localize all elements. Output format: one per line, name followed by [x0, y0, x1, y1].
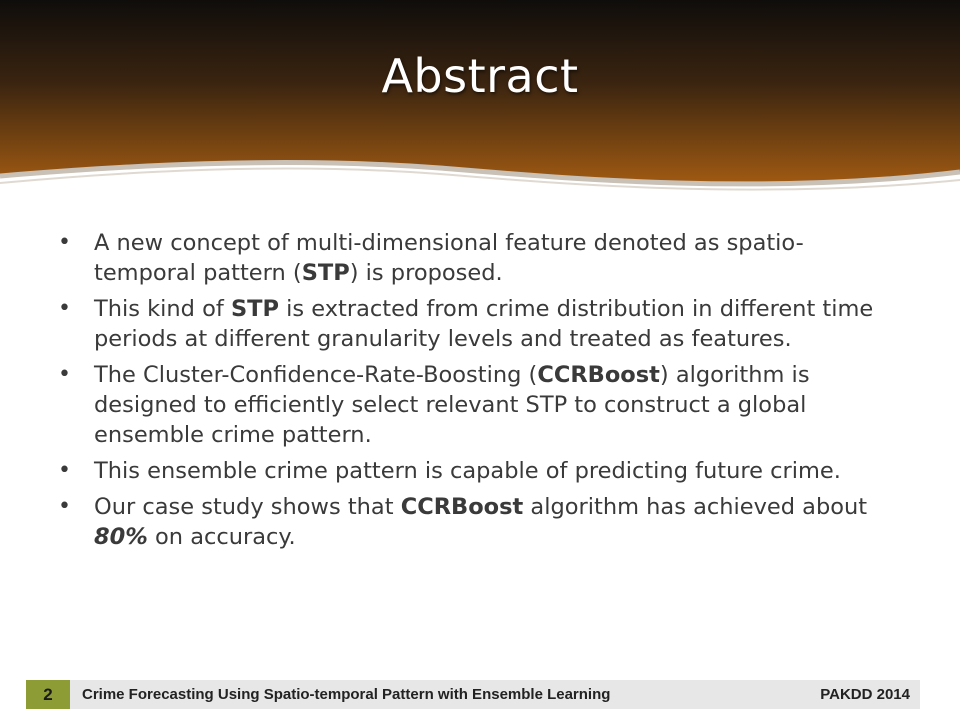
bullet-text: ) is proposed.: [349, 260, 503, 286]
bullet-list: [58, 228, 898, 558]
bullet-dot-icon: •: [58, 296, 71, 321]
bullet-text: ) algorithm is designed to efficiently select relevant STP to construct a global ensemble crime pattern.: [94, 362, 810, 448]
bullet-emphasis: STP: [230, 296, 279, 322]
bullet-emphasis: STP: [301, 260, 350, 286]
bullet-item: [58, 360, 898, 450]
bullet-text: is extracted from crime distribution in different time periods at different granularity levels and treated as features.: [94, 296, 874, 352]
bullet-text: Our case study shows that: [94, 494, 401, 520]
bullet-item: [58, 492, 898, 552]
bullet-text: This ensemble crime pattern is capable of predicting future crime.: [94, 458, 841, 484]
bullet-item: [58, 294, 898, 354]
bullet-item: [58, 228, 898, 288]
footer-conference: PAKDD 2014: [820, 686, 910, 703]
slide-title: Abstract: [381, 49, 579, 103]
footer-title: Crime Forecasting Using Spatio-temporal Pattern with Ensemble Learning: [82, 686, 611, 703]
bullet-text: algorithm has achieved about: [523, 494, 868, 520]
bullet-emphasis: CCRBoost: [400, 494, 524, 520]
bullet-emphasis: CCRBoost: [537, 362, 660, 388]
bullet-dot-icon: •: [58, 458, 71, 483]
bullet-dot-icon: •: [58, 230, 71, 255]
footer-bar: [26, 680, 920, 709]
bullet-item: [58, 456, 898, 486]
page-number: 2: [26, 680, 70, 709]
bullet-text: This kind of: [94, 296, 231, 322]
bullet-dot-icon: •: [58, 494, 71, 519]
bullet-text: The Cluster-Confidence-Rate-Boosting (: [94, 362, 538, 388]
bullet-text: on accuracy.: [147, 524, 296, 550]
bullet-text: A new concept of multi-dimensional feature denoted as spatio-temporal pattern (: [94, 230, 804, 286]
bullet-dot-icon: •: [58, 362, 71, 387]
bullet-emphasis: 80%: [94, 524, 148, 550]
